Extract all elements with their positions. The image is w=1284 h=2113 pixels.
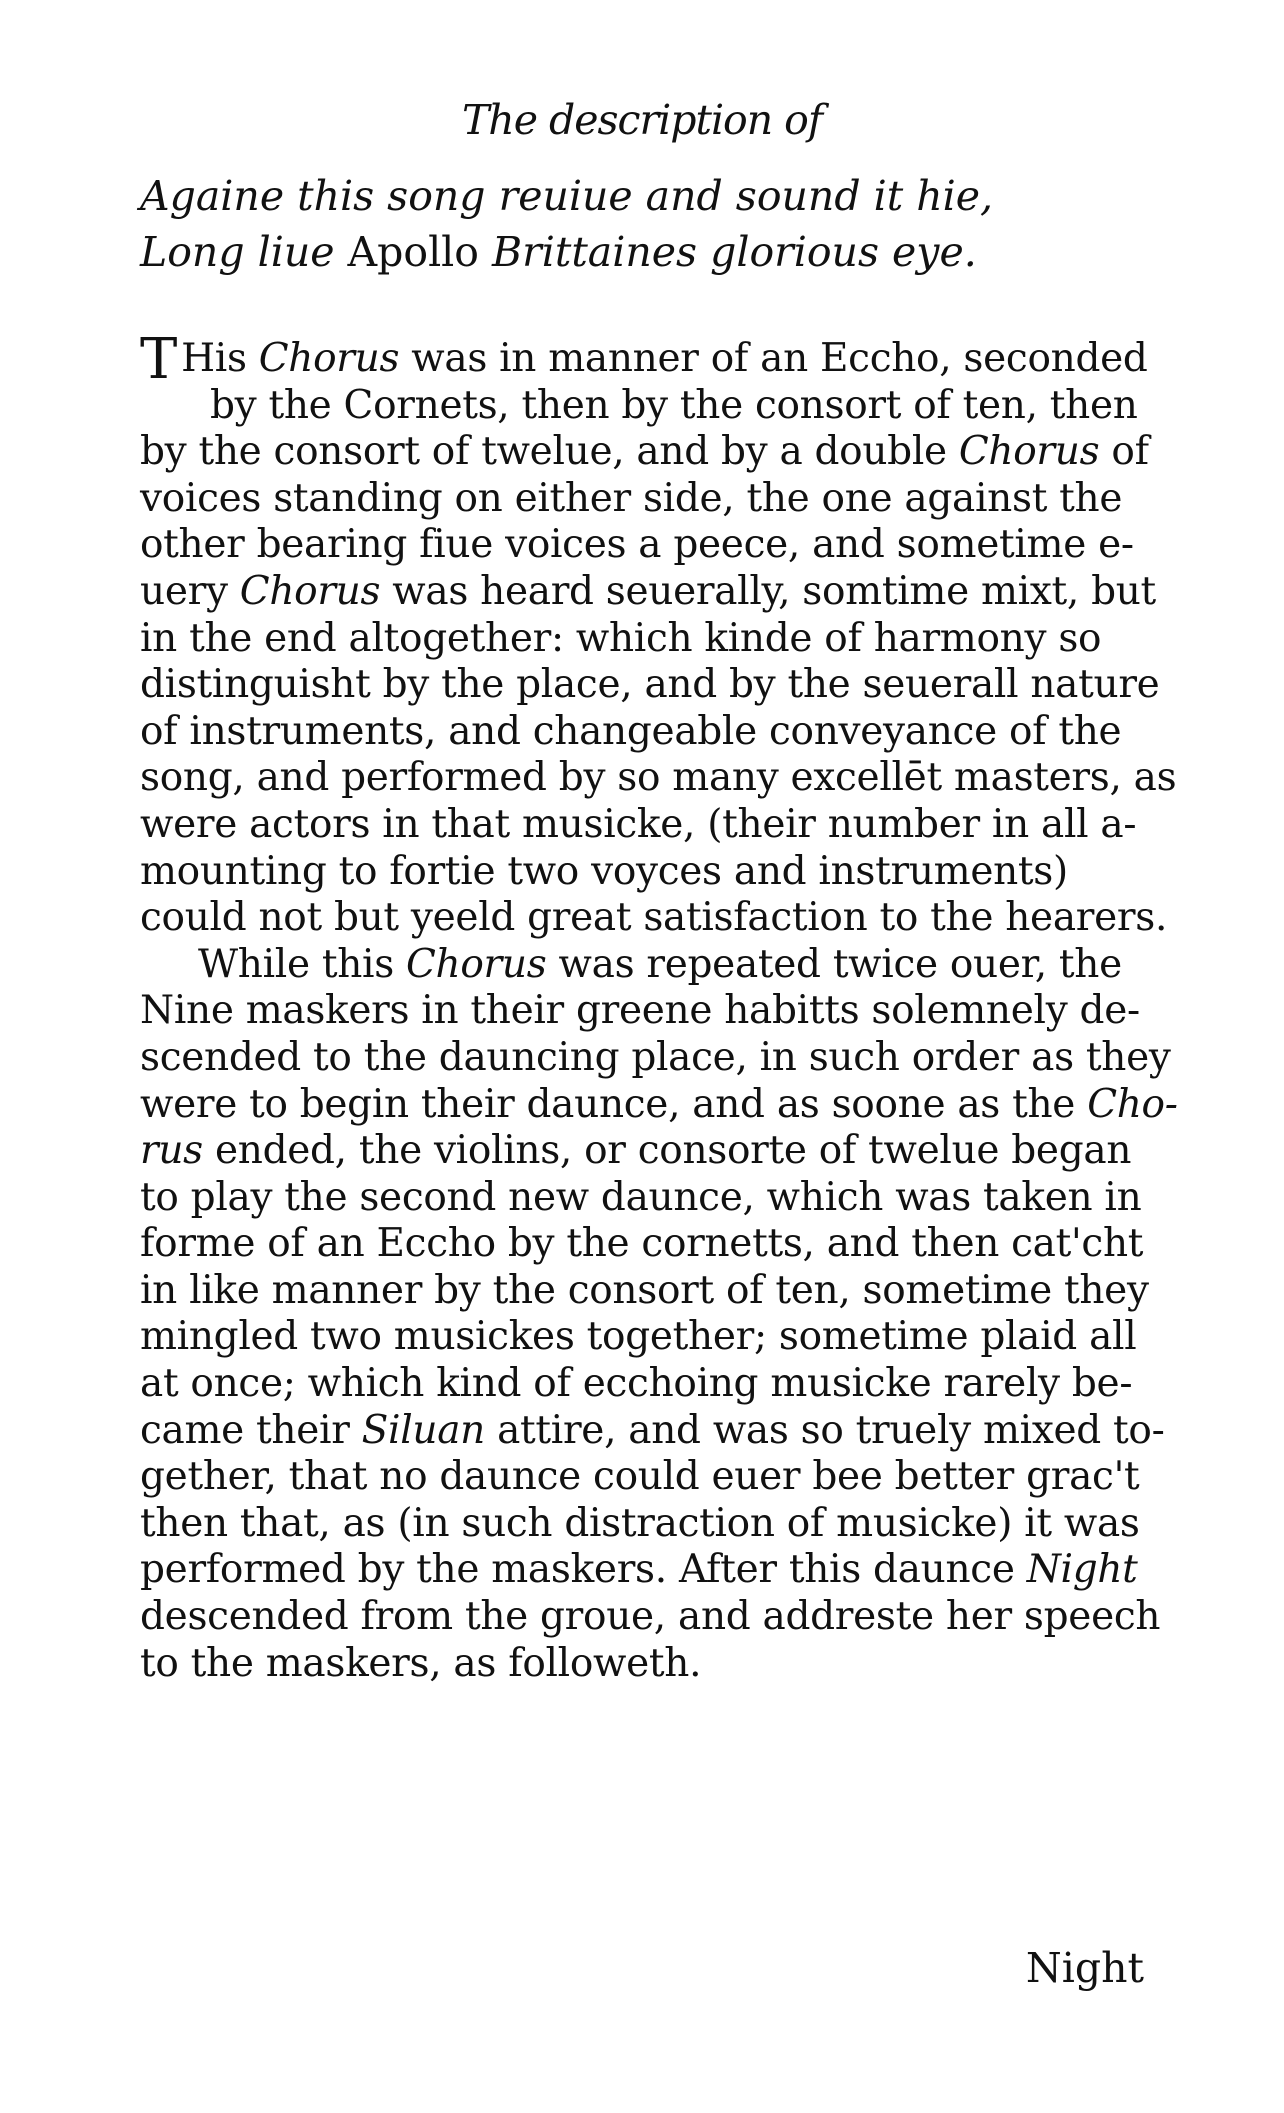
text-line: descended from the groue, and addreste her speech: [140, 1594, 1161, 1640]
text-segment: attire, and was so truely mixed to-: [485, 1407, 1165, 1453]
text-line: were actors in that musicke, (their number in all a-: [140, 801, 1137, 847]
text-line: voices standing on either side, the one against the: [140, 475, 1123, 521]
text-segment: His: [181, 336, 259, 381]
text-line: in the end altogether: which kinde of harmony so: [140, 615, 1102, 661]
catchword: Night: [1025, 1944, 1144, 1992]
text-line: to play the second new daunce, which was taken in: [140, 1174, 1142, 1220]
text-segment: was heard seuerally, somtime mixt, but: [380, 568, 1156, 614]
text-italic: Chorus: [406, 941, 547, 987]
text-italic: Chorus: [958, 429, 1100, 475]
text-italic: Chorus: [258, 336, 400, 381]
text-segment: were to begin their daunce, and as soone as the: [140, 1081, 1088, 1127]
text-line: could not but yeeld great satisfaction to the hearers.: [140, 895, 1168, 941]
text-segment: While this: [198, 941, 407, 987]
text-italic: rus: [140, 1128, 203, 1174]
text-line: Nine maskers in their greene habitts solemnely de-: [140, 988, 1140, 1034]
text-line: [140, 1547, 1140, 1594]
song-line-2-apollo: Apollo: [347, 228, 479, 276]
song-line-2-c: Brittaines glorious eye.: [478, 228, 977, 276]
song-couplet: [140, 168, 1140, 280]
text-segment: uery: [140, 568, 240, 614]
text-line: to the maskers, as followeth.: [140, 1640, 702, 1686]
text-italic: Chorus: [239, 568, 381, 614]
text-line: [140, 1081, 1178, 1129]
text-segment: of: [1099, 429, 1149, 475]
text-line: [140, 942, 1140, 989]
text-line: [140, 429, 1149, 476]
song-line-1: Againe this song reuiue and sound it hie,: [140, 172, 994, 220]
text-segment: ended, the violins, or consorte of twelue began: [202, 1128, 1132, 1174]
running-head: The description of: [461, 96, 823, 144]
text-line: forme of an Eccho by the cornetts, and then cat'cht: [140, 1221, 1144, 1267]
text-line: [140, 1407, 1165, 1455]
text-segment: was in manner of an Eccho, seconded: [399, 336, 1148, 381]
text-segment: came their: [140, 1407, 362, 1453]
text-line: [140, 1128, 1140, 1175]
text-line: at once; which kind of ecchoing musicke rarely be-: [140, 1361, 1133, 1407]
text-line: of instruments, and changeable conveyance of the: [140, 708, 1122, 754]
text-italic: Siluan: [361, 1407, 485, 1453]
text-segment: was repeated twice ouer, the: [546, 941, 1122, 987]
text-line: song, and performed by so many excellēt masters, as: [140, 755, 1177, 801]
text-segment: performed by the maskers. After this daunce: [140, 1547, 1027, 1593]
text-line: [140, 327, 1148, 392]
text-line: by the Cornets, then by the consort of ten, then: [210, 382, 1138, 428]
song-line-2: [140, 224, 1140, 280]
text-italic: Cho-: [1087, 1081, 1178, 1127]
text-segment: by the consort of twelue, and by a double: [140, 429, 959, 475]
song-line-2-a: Long liue: [140, 228, 348, 276]
text-line: distinguisht by the place, and by the seuerall nature: [140, 662, 1160, 708]
text-line: other bearing fiue voices a peece, and sometime e-: [140, 522, 1134, 568]
text-line: [140, 568, 1156, 616]
drop-cap: T: [140, 327, 178, 392]
text-line: mingled two musickes together; sometime plaid all: [140, 1314, 1137, 1360]
text-line: scended to the dauncing place, in such order as they: [140, 1034, 1171, 1080]
body-text: [140, 327, 1178, 1687]
text-italic: Night: [1026, 1547, 1138, 1593]
text-line: gether, that no daunce could euer bee better grac't: [140, 1454, 1140, 1500]
text-line: mounting to fortie two voyces and instruments): [140, 848, 1068, 894]
text-line: then that, as (in such distraction of musicke) it was: [140, 1500, 1140, 1546]
text-line: in like manner by the consort of ten, sometime they: [140, 1267, 1149, 1313]
